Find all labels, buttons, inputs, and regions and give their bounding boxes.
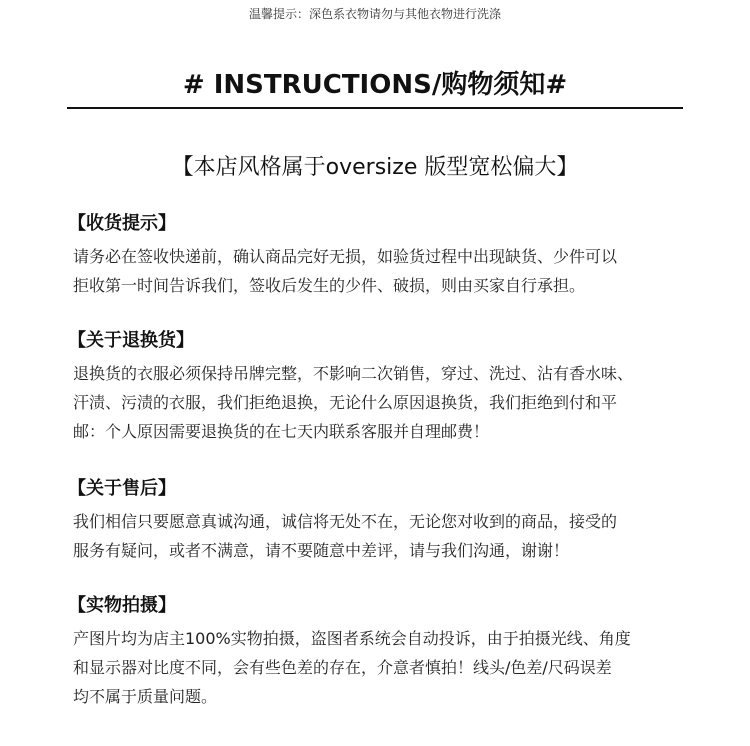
section-line: 产图片均为店主100%实物拍摄，盗图者系统会自动投诉，由于拍摄光线、角度 [73,629,631,648]
section-line: 我们相信只要愿意真诚沟通，诚信将无处不在，无论您对收到的商品，接受的 [73,512,618,531]
style-note: 【本店风格属于oversize 版型宽松偏大】 [171,155,579,180]
section-line: 和显示器对比度不同，会有些色差的存在，介意者慎拍！线头/色差/尺码误差 [73,658,612,677]
section-line: 邮：个人原因需要退换货的在七天内联系客服并自理邮费！ [73,422,490,441]
title-divider [67,107,683,109]
section-line: 汗渍、污渍的衣服，我们拒绝退换，无论什么原因退换货，我们拒绝到付和平 [73,393,618,412]
section-heading: 【关于退换货】 [68,330,194,351]
section-returns [68,329,698,446]
section-after-sales [68,477,698,565]
section-photos [68,594,698,711]
washing-tip: 温馨提示：深色系衣物请勿与其他衣物进行洗涤 [248,7,501,21]
section-line: 退换货的衣服必须保持吊牌完整，不影响二次销售，穿过、洗过、沾有香水味、 [73,364,634,383]
page-title: # INSTRUCTIONS/购物须知# [182,70,568,100]
section-receiving [68,212,698,300]
section-heading: 【关于售后】 [68,478,176,499]
section-line: 均不属于质量问题。 [73,687,218,706]
section-line: 拒收第一时间告诉我们，签收后发生的少件、破损，则由买家自行承担。 [73,276,586,295]
section-heading: 【收货提示】 [68,213,176,234]
section-line: 请务必在签收快递前，确认商品完好无损，如验货过程中出现缺货、少件可以 [73,247,618,266]
section-line: 服务有疑问，或者不满意，请不要随意中差评，请与我们沟通，谢谢！ [73,541,570,560]
section-heading: 【实物拍摄】 [68,595,176,616]
